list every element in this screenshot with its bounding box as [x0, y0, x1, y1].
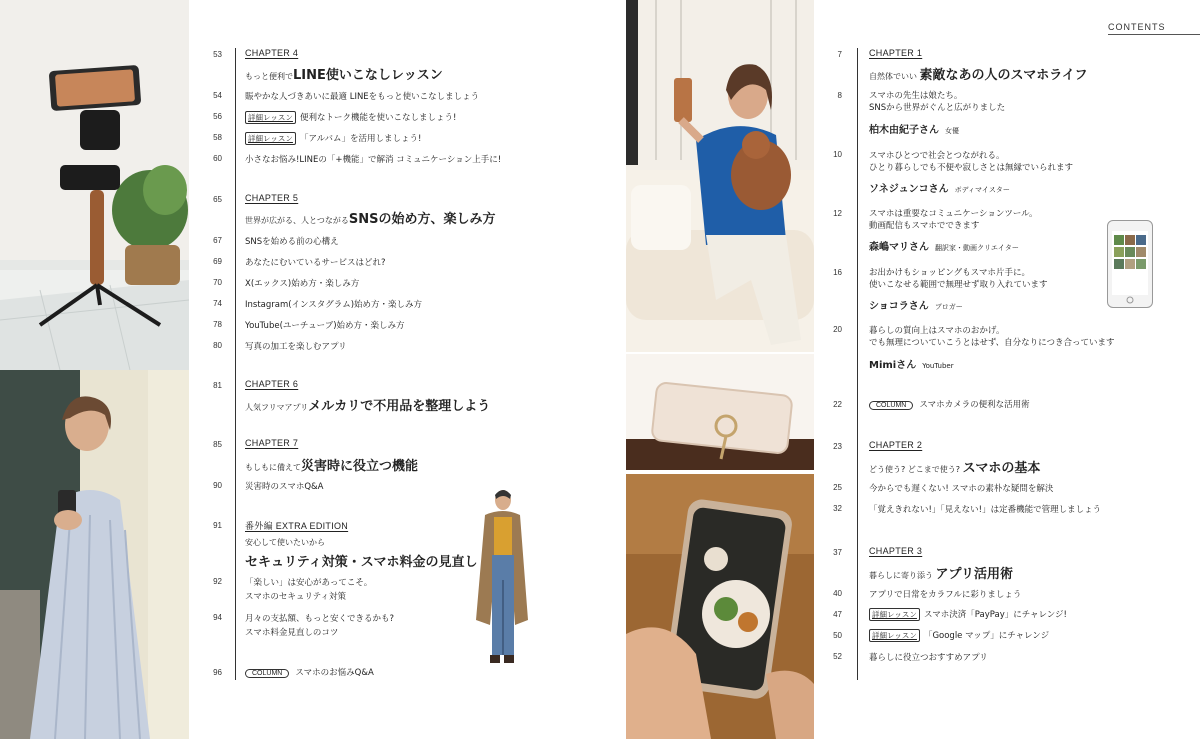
left-toc-divider [235, 48, 236, 680]
page-number: 70 [213, 278, 222, 287]
page-number: 78 [213, 320, 222, 329]
person-role: ボディマイスター [954, 186, 1010, 194]
chapter-title[interactable] [245, 395, 490, 414]
chapter-title-prefix: 暮らしに寄り添う [869, 571, 933, 580]
page-number: 52 [833, 652, 842, 661]
page-number: 20 [833, 325, 842, 334]
toc-entry[interactable]: Instagram(インスタグラム)始め方・楽しみ方 [245, 300, 423, 310]
person-credit [869, 238, 1019, 253]
toc-entry[interactable] [245, 111, 456, 124]
detail-lesson-badge: 詳細レッスン [245, 132, 296, 145]
person-name: Mimiさん [869, 360, 917, 371]
person-name: ソネジュンコさん [869, 184, 949, 195]
page-number: 80 [213, 341, 222, 350]
chapter-label[interactable]: 番外編 EXTRA EDITION [245, 521, 349, 531]
page-number: 69 [213, 257, 222, 266]
chapter-title-prefix: 安心して使いたいから [245, 538, 325, 547]
toc-entry-line2: SNSから世界がぐんと広がりました [869, 103, 1006, 113]
page-number: 96 [213, 668, 222, 677]
toc-entry[interactable] [869, 608, 1067, 621]
toc-entry-text: 「Google マップ」にチャレンジ [923, 631, 1050, 641]
hand-phone-food-photo [626, 474, 814, 739]
toc-entry[interactable]: アプリで日常をカラフルに彩りましょう [869, 590, 1022, 600]
chapter-title-prefix: 自然体でいい [869, 72, 917, 81]
chapter-title[interactable] [869, 64, 1088, 83]
person-role: ブロガー [934, 303, 963, 311]
page-number: 23 [833, 442, 842, 451]
chapter-title-main: LINE使いこなしレッスン [293, 68, 443, 83]
phone-photos-app-thumbnail [1107, 220, 1153, 308]
person-name: ショコラさん [869, 301, 929, 312]
page-number: 65 [213, 195, 222, 204]
toc-entry[interactable] [245, 132, 421, 145]
page-number: 12 [833, 209, 842, 218]
page-number: 91 [213, 521, 222, 530]
page-number: 85 [213, 440, 222, 449]
toc-entry[interactable] [245, 666, 374, 678]
page-number: 94 [213, 613, 222, 622]
page-number: 10 [833, 150, 842, 159]
person-name: 森嶋マリさん [869, 242, 929, 253]
page-number: 25 [833, 483, 842, 492]
person-role: 翻訳家・動画クリエイター [935, 244, 1019, 252]
chapter-title[interactable] [869, 563, 1013, 582]
toc-entry[interactable] [869, 398, 1030, 410]
toc-entry[interactable]: 暮らしの質向上はスマホのおかげ。 [869, 326, 1005, 336]
toc-entry-text: スマホのお悩みQ&A [295, 668, 374, 678]
toc-entry[interactable]: X(エックス)始め方・楽しみ方 [245, 279, 360, 289]
tripod-phone-photo [0, 0, 189, 370]
right-toc-divider [857, 48, 858, 680]
chapter-title-main: SNSの始め方、楽しみ方 [348, 212, 496, 227]
page-number: 58 [213, 133, 222, 142]
page-number: 56 [213, 112, 222, 121]
toc-entry-text: スマホカメラの便利な活用術 [919, 400, 1030, 410]
detail-lesson-badge: 詳細レッスン [869, 608, 920, 621]
chapter-title-prefix: もしもに備えて [245, 463, 301, 472]
column-badge: COLUMN [869, 401, 913, 410]
toc-entry[interactable]: スマホの先生は娘たち。 [869, 91, 963, 101]
toc-entry[interactable]: あなたにむいているサービスはどれ? [245, 258, 386, 268]
chapter-label[interactable]: CHAPTER 7 [245, 438, 299, 448]
toc-entry[interactable]: スマホひとつで社会とつながれる。 [869, 151, 1005, 161]
person-credit [869, 180, 1010, 195]
chapter-title-main: アプリ活用術 [935, 567, 1014, 582]
page-number: 40 [833, 589, 842, 598]
page-number: 54 [213, 91, 222, 100]
column-badge: COLUMN [245, 669, 289, 678]
toc-entry-line2: 使いこなせる範囲で無理せず取り入れています [869, 280, 1048, 290]
page-number: 16 [833, 268, 842, 277]
page-number: 37 [833, 548, 842, 557]
chapter-title[interactable] [869, 457, 1040, 476]
detail-lesson-badge: 詳細レッスン [245, 111, 296, 124]
toc-entry[interactable]: 「楽しい」は安心があってこそ。 [245, 578, 373, 588]
page-number: 81 [213, 381, 222, 390]
page-number: 74 [213, 299, 222, 308]
chapter-label[interactable]: CHAPTER 1 [869, 48, 923, 58]
toc-entry-text: 便利なトーク機能を使いこなしましょう! [299, 113, 457, 123]
chapter-title[interactable] [245, 208, 495, 227]
chapter-title-main: メルカリで不用品を整理しよう [308, 399, 491, 414]
person-credit [869, 356, 954, 371]
chapter-title-prefix: 世界が広がる、人とつながる [245, 216, 349, 225]
page-number: 50 [833, 631, 842, 640]
chapter-label[interactable]: CHAPTER 4 [245, 48, 299, 58]
page-number: 60 [213, 154, 222, 163]
chapter-label[interactable]: CHAPTER 6 [245, 379, 299, 389]
chapter-title-main: 災害時に役立つ機能 [301, 459, 419, 474]
page-number: 22 [833, 400, 842, 409]
toc-entry[interactable]: 災害時のスマホQ&A [245, 482, 324, 492]
toc-entry[interactable]: お出かけもショッピングもスマホ片手に。 [869, 268, 1030, 278]
toc-entry-line2: スマホのセキュリティ対策 [245, 592, 346, 602]
toc-entry[interactable]: 月々の支払額、もっと安くできるかも? [245, 614, 395, 624]
page-number: 8 [837, 91, 842, 100]
chapter-label[interactable]: CHAPTER 2 [869, 440, 923, 450]
chapter-title-main: スマホの基本 [962, 461, 1041, 476]
page-number: 7 [837, 50, 842, 59]
person-name: 柏木由紀子さん [869, 125, 939, 136]
toc-entry[interactable] [869, 629, 1049, 642]
detail-lesson-badge: 詳細レッスン [869, 629, 920, 642]
toc-entry[interactable]: 暮らしに役立つおすすめアプリ [869, 653, 988, 663]
chapter-title-main[interactable]: セキュリティ対策・スマホ料金の見直し [245, 555, 478, 570]
chapter-label[interactable]: CHAPTER 5 [245, 193, 299, 203]
man-standing-photo [470, 485, 532, 680]
page-number: 32 [833, 504, 842, 513]
contents-label: CONTENTS [1108, 22, 1166, 32]
phone-ring-stand-photo [626, 354, 814, 470]
toc-entry-line2: 動画配信もスマホでできます [869, 221, 980, 231]
toc-entry[interactable]: 写真の加工を楽しむアプリ [245, 342, 347, 352]
toc-entry-line2: でも無理についていこうとはせず、自分なりにつき合っています [869, 338, 1115, 348]
toc-entry-line2: スマホ料金見直しのコツ [245, 628, 339, 638]
toc-entry-text: 「アルバム」を活用しましょう! [299, 134, 422, 144]
page-number: 92 [213, 577, 222, 586]
page-number: 53 [213, 50, 222, 59]
woman-with-phone-photo [0, 370, 189, 739]
chapter-title-main: 素敵なあの人のスマホライフ [919, 68, 1088, 83]
chapter-title[interactable] [245, 455, 418, 474]
contents-rule [1108, 34, 1200, 35]
person-credit [869, 121, 959, 136]
page-number: 67 [213, 236, 222, 245]
toc-entry-text: スマホ決済「PayPay」にチャレンジ! [923, 610, 1067, 620]
person-role: YouTuber [922, 362, 954, 370]
toc-entry[interactable]: SNSを始める前の心構え [245, 237, 339, 247]
person-credit [869, 297, 963, 312]
toc-entry[interactable]: 今からでも遅くない! スマホの素朴な疑問を解決 [869, 484, 1054, 494]
page-number: 47 [833, 610, 842, 619]
chapter-title[interactable] [245, 64, 443, 83]
chapter-title-prefix: どう使う? どこまで使う? [869, 465, 961, 474]
toc-entry[interactable]: 小さなお悩み!LINEの「+機能」で解消 コミュニケーション上手に! [245, 155, 502, 165]
page-number: 90 [213, 481, 222, 490]
toc-entry[interactable]: YouTube(ユーチューブ)始め方・楽しみ方 [245, 321, 405, 331]
chapter-title-prefix: もっと便利で [245, 72, 293, 81]
person-role: 女優 [945, 127, 959, 135]
toc-entry[interactable]: 賑やかな人づきあいに最適 LINEをもっと使いこなしましょう [245, 92, 480, 102]
chapter-label[interactable]: CHAPTER 3 [869, 546, 923, 556]
toc-entry[interactable]: スマホは重要なコミュニケーションツール。 [869, 209, 1038, 219]
toc-entry[interactable]: 「覚えきれない!」「見えない!」は定番機能で管理しましょう [869, 505, 1102, 515]
chapter-title-prefix: 人気フリマアプリ [245, 403, 309, 412]
woman-with-dog-photo [626, 0, 814, 352]
toc-entry-line2: ひとり暮らしでも不便や寂しさとは無縁でいられます [869, 163, 1074, 173]
